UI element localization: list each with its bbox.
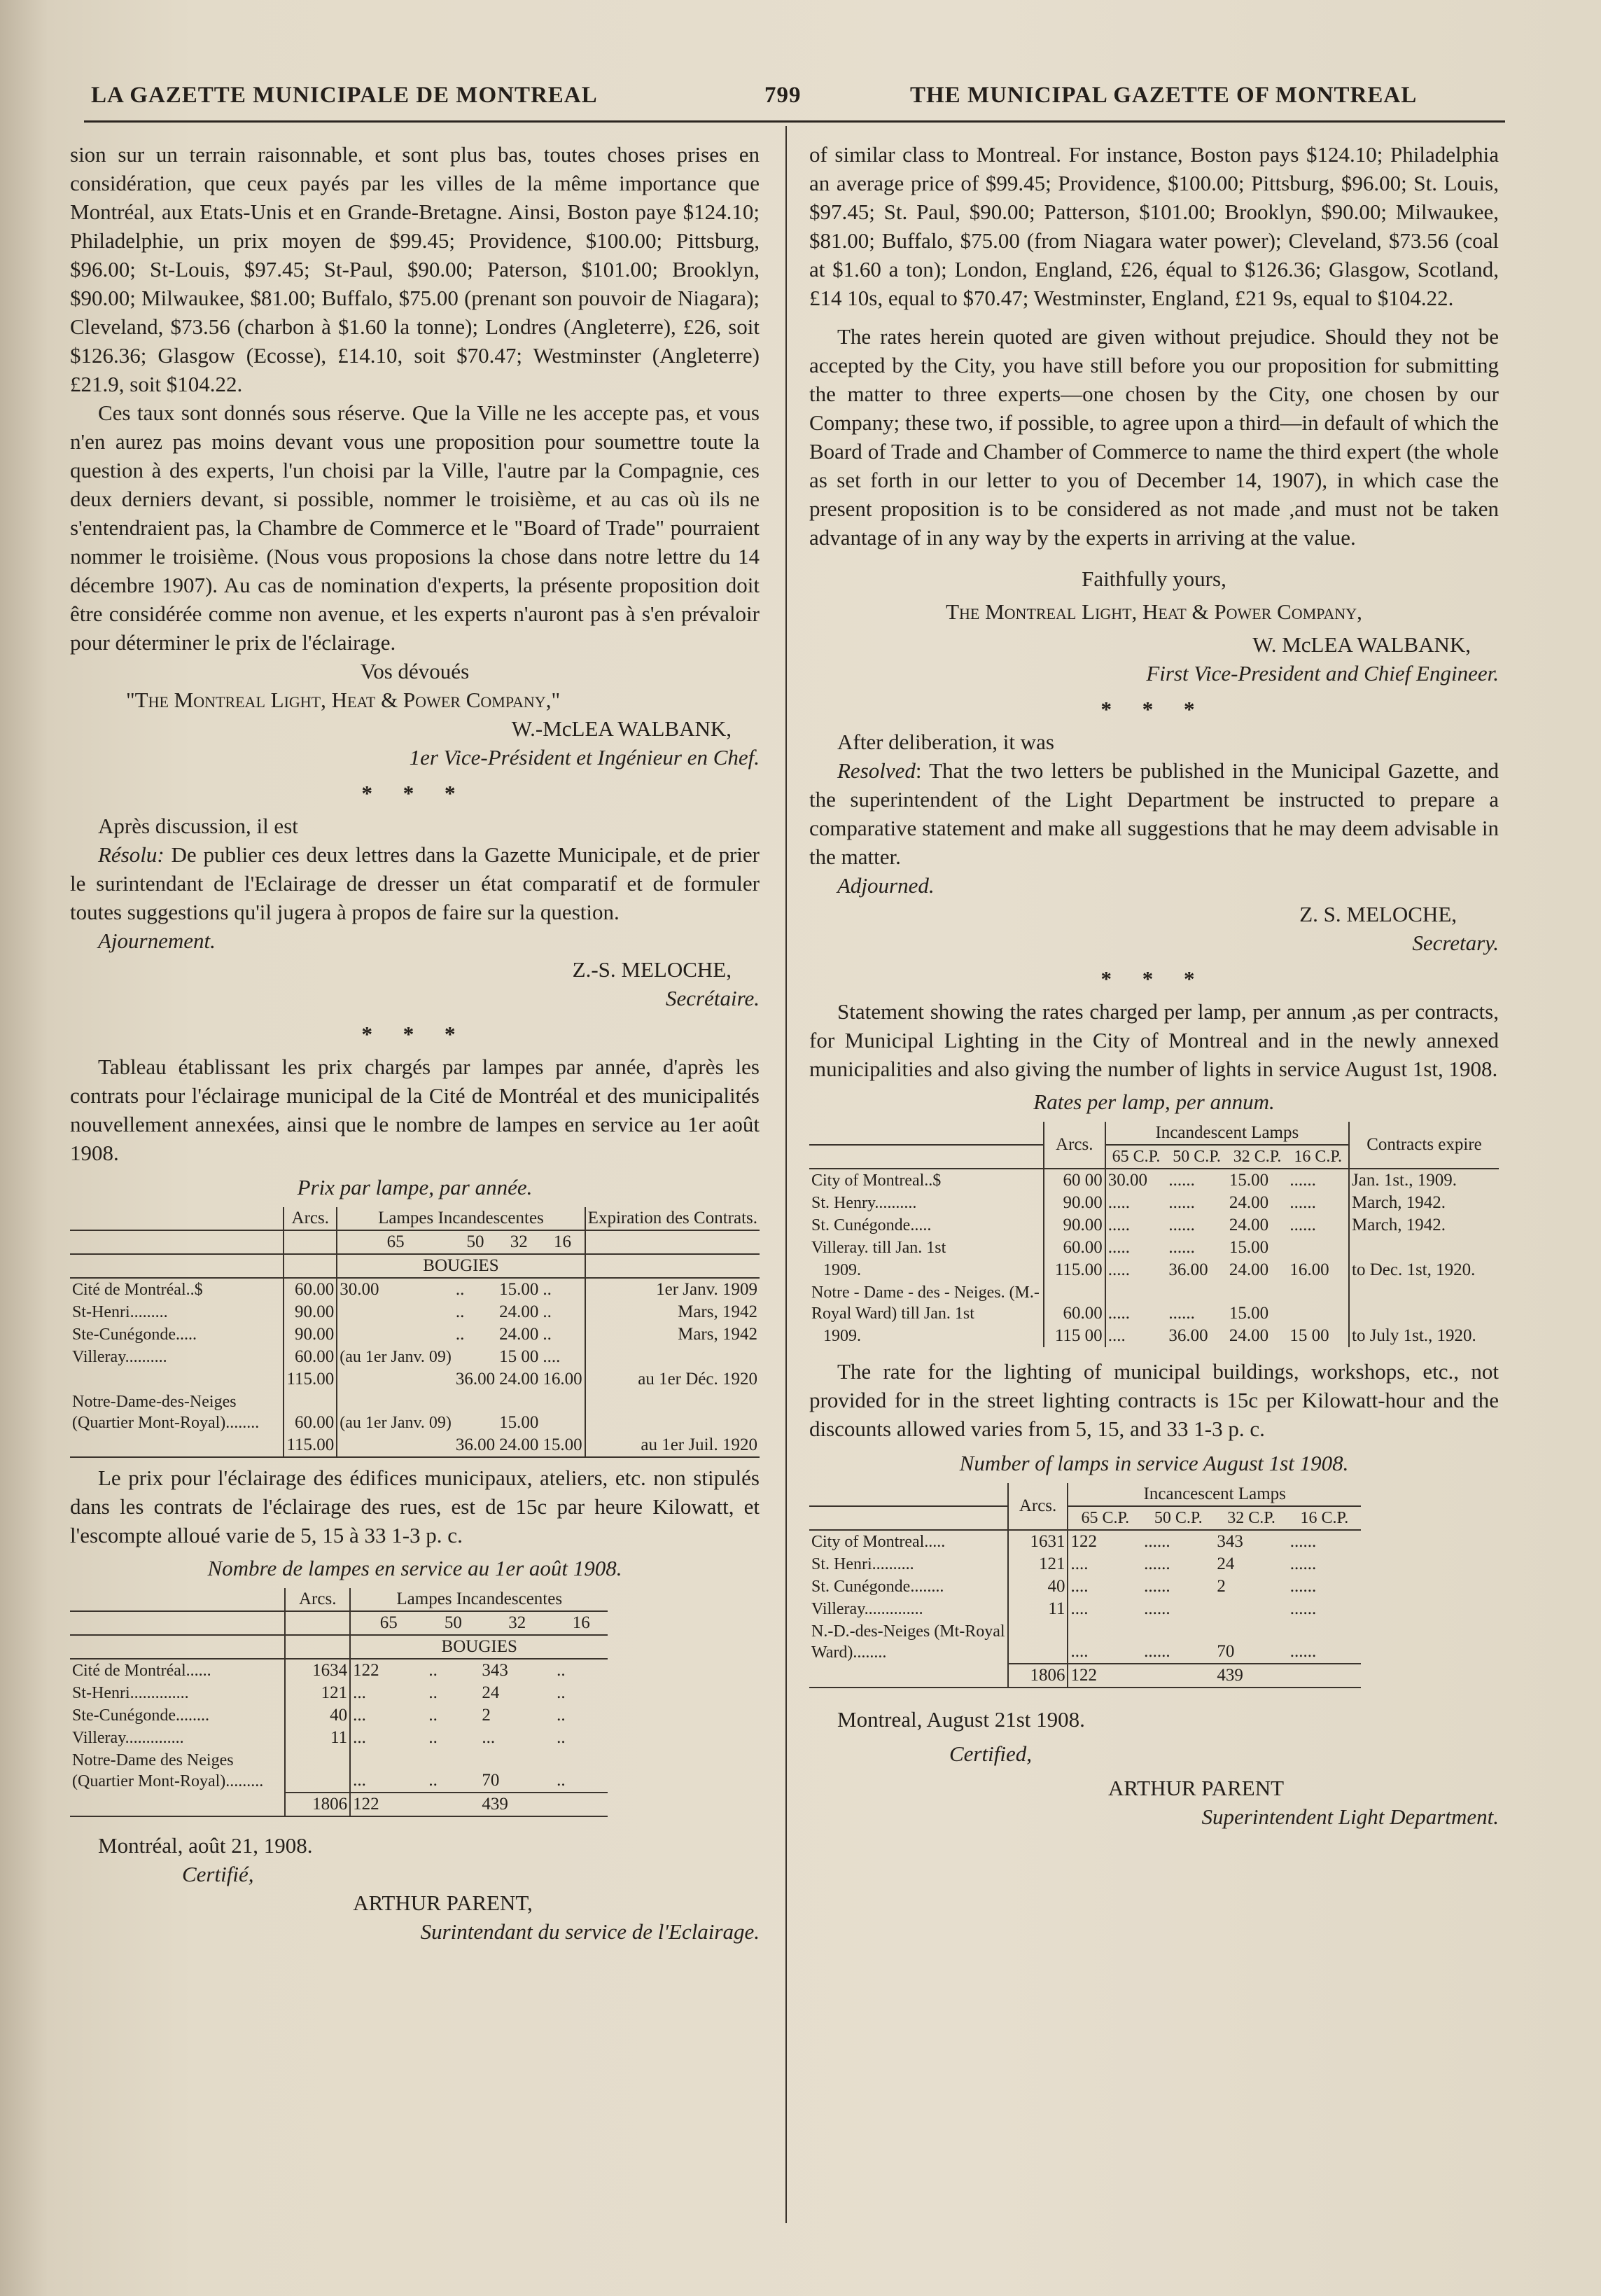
fr-secretary-title: Secrétaire. — [666, 986, 760, 1010]
fr-t1-head-arcs: Arcs. — [284, 1207, 337, 1230]
fr-t2-head-bougies: BOUGIES — [350, 1635, 608, 1659]
en-separator-stars: * * * — [1100, 697, 1208, 721]
fr-resolved-text: De publier ces deux lettres dans la Gazette Municipale, et de prier le surintendant de l'Eclairage de dresser un état comparatif et de formuler toutes suggestions qu'il jugera à propos de faire sur la question. — [70, 842, 760, 924]
en-resolution — [809, 756, 1499, 871]
table-row: Ste-Cunégonde..... 90.00 .. 24.00 .. Mars, 1942 — [70, 1323, 760, 1346]
fr-date: Montréal, août 21, 1908. — [98, 1833, 313, 1858]
fr-table1-caption: Prix par lampe, par année. — [297, 1175, 533, 1199]
french-column — [70, 140, 760, 1946]
table-row: St. Henry.......... 90.00 ..... ...... 24.00 ...... March, 1942. — [809, 1192, 1499, 1214]
en-closing: Faithfully yours, — [1082, 566, 1226, 591]
en-date: Montreal, August 21st 1908. — [837, 1707, 1085, 1732]
fr-t1-head-bougies: BOUGIES — [337, 1254, 585, 1278]
en-paragraph-rate: The rate for the lighting of municipal buildings, workshops, etc., not provided for in the street lighting contracts is 15c per Kilowatt-hour and the discounts allowed varies from 5, 15, and 33 1-3 p. c. — [809, 1359, 1499, 1441]
table-total-row: 1806 122 439 — [809, 1664, 1361, 1688]
en-paragraph-prejudice: The rates herein quoted are given without prejudice. Should they not be accepted by the City, you have still before you our proposition for submitting the matter to three experts—one chosen by the City, one chosen by our Company; these two, if possible, to agree upon a third—in default of which the Board of Trade and Chamber of Commerce to name the third expert (the whole as set forth in our letter to you of December 14, 1907), in which case the present proposition is to be considered as not made ,and must not be taken advantage of in any way by the experts in arriving at the value. — [809, 324, 1499, 550]
en-t1-head-expire: Contracts expire — [1349, 1122, 1499, 1169]
fr-resolved-label: Résolu: — [98, 842, 165, 867]
en-resolved-text: : That the two letters be published in the Municipal Gazette, and the superintendent of the Light Department be instructed to prepare a comparative statement and make all suggestions that he may deem advisable in the matter. — [809, 758, 1499, 869]
fr-paragraph-prix: Le prix pour l'éclairage des édifices municipaux, ateliers, etc. non stipulés dans les contrats de l'éclairage des rues, est de 15c par heure Kilowatt, et l'escompte alloué varie de 5, 15 à 33 1-3 p. c. — [70, 1466, 760, 1547]
header-english-title: THE MUNICIPAL GAZETTE OF MONTREAL — [910, 83, 1418, 108]
fr-t1-head-32: 32 — [497, 1230, 540, 1254]
en-secretary-title: Secretary. — [1412, 931, 1499, 955]
en-separator-stars-2: * * * — [1100, 966, 1208, 991]
table-row: 115.00 36.00 24.00 16.00 au 1er Déc. 1920 — [70, 1368, 760, 1391]
table-row: 1909. 115 00 .... 36.00 24.00 15 00 to July 1st., 1920. — [809, 1325, 1499, 1347]
en-after-deliberation: After deliberation, it was — [837, 730, 1054, 754]
fr-t1-blank-head — [70, 1207, 284, 1230]
en-t2-head-lamps: Incancescent Lamps — [1068, 1483, 1361, 1506]
table-row: Ste-Cunégonde........ 40 ... .. 2 .. — [70, 1704, 608, 1727]
en-superintendent-title: Superintendent Light Department. — [1201, 1804, 1499, 1829]
fr-t1-head-50: 50 — [454, 1230, 497, 1254]
table-row: Villeray.............. 11 .... ...... ...... — [809, 1598, 1361, 1620]
fr-after-discussion: Après discussion, il est — [98, 814, 298, 838]
en-t1-head-arcs: Arcs. — [1044, 1122, 1105, 1169]
fr-certified: Certifié, — [182, 1862, 254, 1886]
header-french-title: LA GAZETTE MUNICIPALE DE MONTREAL — [91, 83, 598, 108]
fr-company: "The Montreal Light, Heat & Power Company," — [126, 688, 561, 712]
fr-paragraph-rates: sion sur un terrain raisonnable, et sont plus bas, toutes choses prises en considération, que ceux payés par les villes de la même importance que Montréal, aux Etats-Unis et en Grande-Bretagne. Ainsi, Boston paye $124.10; Philadelphie, un prix moyen de $99.45; Providence, $100.00; Pittsburg, $96.00; St-Louis, $97.45; St-Paul, $90.00; Paterson, $101.00; Brooklyn, $90.00; Milwaukee, $81.00; Buffalo, $75.00 (prenant son pouvoir de Niagara); Cleveland, $73.56 (charbon à $1.60 la tonne); Londres (Angleterre), £26, soit $126.36; Glasgow (Ecosse), £14.10, soit $70.47; Westminster (Angleterre) £21.9, soit $104.22. — [70, 142, 760, 396]
en-resolved-label: Resolved — [837, 758, 916, 783]
en-t2-head-arcs: Arcs. — [1008, 1483, 1068, 1530]
table-row: St. Cunégonde..... 90.00 ..... ...... 24.00 ...... March, 1942. — [809, 1214, 1499, 1237]
page-number: 799 — [764, 83, 802, 108]
fr-signer: W.-McLEA WALBANK, — [511, 716, 732, 741]
fr-rates-table — [70, 1207, 760, 1458]
en-signer: W. McLEA WALBANK, — [1252, 632, 1471, 657]
fr-t1-head-lamps: Lampes Incandescentes — [337, 1207, 585, 1230]
table-row: Notre - Dame - des - Neiges. (M.-Royal Ward) till Jan. 1st 60.00 ..... ...... 15.00 — [809, 1281, 1499, 1325]
en-lamps-count-table: Arcs. Incancescent Lamps 65 C.P. 50 C.P. 32 C.P. 16 C.P. City of Montreal..... 1631 122 ...... 343 ...... St. Henri.......... 121 .... ...... 24 ...... St. Cunégonde........ 40 .... ...... 2 ...... Villeray.............. 11 .... ...... ...... N.-D.-des-Neiges (Mt-Royal Ward)........ .... ...... 70 ...... 1806 122 439 — [809, 1483, 1361, 1688]
fr-t1-head-expiration: Expiration des Contrats. — [585, 1207, 760, 1230]
table-row: St. Cunégonde........ 40 .... ...... 2 ...... — [809, 1575, 1361, 1598]
table-row: Notre-Dame des Neiges (Quartier Mont-Royal)......... ... .. 70 .. — [70, 1749, 608, 1793]
en-paragraph-rates: of similar class to Montreal. For instance, Boston pays $124.10; Philadelphia an average price of $99.45; Providence, $100.00; Pittsburg, $96.00; St. Louis, $97.45; St. Paul, $90.00; Patterson, $101.00; Brooklyn, $90.00; Milwaukee, $81.00; Buffalo, $75.00 (from Niagara water power); Cleveland, $73.56 (coal at $1.60 a ton); London, England, £26, équal to $126.36; Glasgow, Scotland, £14 10s, equal to $70.47; Westminster, England, £21 9s, equal to $104.22. — [809, 142, 1499, 310]
fr-t2-head-lamps: Lampes Incandescentes — [350, 1588, 608, 1611]
fr-table2-caption: Nombre de lampes en service au 1er août 1908. — [207, 1556, 622, 1580]
table-row: Cité de Montréal..$ 60.00 30.00 .. 15.00 .. 1er Janv. 1909 — [70, 1278, 760, 1301]
fr-lamps-count-table: Arcs. Lampes Incandescentes 65 50 32 16 BOUGIES Cité de Montréal...... 1634 122 .. 343 .. St-Henri.............. 121 ... .. 24 .. Ste-Cunégonde........ 40 ... .. 2 .. Villeray.............. 11 ... .. ... .. Notre-Dame des Neiges (Quartier Mont-Royal)......... ... .. 70 .. 1806 122 439 — [70, 1588, 608, 1817]
fr-tableau-intro: Tableau établissant les prix chargés par lampes par année, d'après les contrats pour l'éclairage municipal de la Cité de Montréal et des municipalités nouvellement annexées, ainsi que le nombre de lampes en service au 1er août 1908. — [70, 1055, 760, 1165]
fr-t1-head-16: 16 — [540, 1230, 585, 1254]
fr-adjourned: Ajournement. — [98, 928, 216, 953]
en-t1-head-lamps: Incandescent Lamps — [1105, 1122, 1349, 1145]
fr-separator-stars: * * * — [361, 781, 468, 805]
en-certified: Certified, — [949, 1741, 1032, 1766]
table-row: N.-D.-des-Neiges (Mt-Royal Ward)........ .... ...... 70 ...... — [809, 1620, 1361, 1664]
en-company: The Montreal Light, Heat & Power Company, — [946, 599, 1362, 624]
fr-paragraph-reserve: Ces taux sont donnés sous réserve. Que la Ville ne les accepte pas, et vous n'en aurez pas moins devant vous une proposition pour soumettre toute la question à des experts, l'un choisi par la Ville, l'autre par la Compagnie, ces deux derniers devant, si possible, nommer le troisième, et au cas où ils ne s'entendraient pas, la Chambre de Commerce et le "Board of Trade" pourraient nommer le troisième. (Nous vous proposions la chose dans notre lettre du 14 décembre 1907). Au cas de nomination d'experts, la présente proposition doit être considérée comme non avenue, et les experts n'auront pas à s'en prévaloir pour déterminer le prix de l'éclairage. — [70, 401, 760, 655]
table-row: 1909. 115.00 ..... 36.00 24.00 16.00 to Dec. 1st, 1920. — [809, 1259, 1499, 1281]
table-row: City of Montreal..$ 60 00 30.00 ...... 15.00 ...... Jan. 1st., 1909. — [809, 1169, 1499, 1192]
fr-superintendent-title: Surintendant du service de l'Eclairage. — [420, 1919, 760, 1944]
en-statement-intro: Statement showing the rates charged per lamp, per annum ,as per contracts, for Municipal Lighting in the City of Montreal and in the newly annexed municipalities and also giving the number of lights in service August 1st, 1908. — [809, 999, 1499, 1081]
fr-secretary-name: Z.-S. MELOCHE, — [572, 957, 732, 982]
table-row: Villeray.......... 60.00 (au 1er Janv. 09) 15 00 .... — [70, 1346, 760, 1368]
table-row: City of Montreal..... 1631 122 ...... 343 ...... — [809, 1530, 1361, 1553]
table-row: St-Henri......... 90.00 .. 24.00 .. Mars, 1942 — [70, 1301, 760, 1323]
fr-superintendent-name: ARTHUR PARENT, — [353, 1891, 533, 1915]
en-adjourned: Adjourned. — [837, 873, 935, 898]
table-row: Villeray. till Jan. 1st 60.00 ..... ...... 15.00 — [809, 1237, 1499, 1259]
en-table2-caption: Number of lamps in service August 1st 1908. — [959, 1451, 1349, 1475]
table-row: Villeray.............. 11 ... .. ... .. — [70, 1727, 608, 1749]
fr-t2-head-arcs: Arcs. — [285, 1588, 350, 1611]
table-row: Cité de Montréal...... 1634 122 .. 343 .. — [70, 1659, 608, 1682]
fr-separator-stars-2: * * * — [361, 1022, 468, 1046]
table-row: St. Henri.......... 121 .... ...... 24 ...... — [809, 1553, 1361, 1575]
en-secretary-name: Z. S. MELOCHE, — [1299, 902, 1457, 926]
table-total-row: 1806 122 439 — [70, 1793, 608, 1816]
en-signer-title: First Vice-President and Chief Engineer. — [1146, 661, 1499, 686]
header-rule — [84, 120, 1505, 123]
english-column — [809, 140, 1499, 1831]
fr-t1-head-65: 65 — [337, 1230, 454, 1254]
table-row: 115.00 36.00 24.00 15.00 au 1er Juil. 1920 — [70, 1434, 760, 1457]
fr-signer-title: 1er Vice-Président et Ingénieur en Chef. — [409, 745, 760, 770]
table-row: St-Henri.............. 121 ... .. 24 .. — [70, 1682, 608, 1704]
en-table1-caption: Rates per lamp, per annum. — [1033, 1090, 1275, 1114]
en-rates-table: Arcs. Incandescent Lamps Contracts expire 65 C.P. 50 C.P. 32 C.P. 16 C.P. City of Montreal..$ 60 00 30.00 ...... 15.00 ...... Jan. 1st., 1909. St. Henry.......... 90.00 ..... ...... 24.00 ...... March, 1942. St. Cunégonde..... 90.00 ..... ...... 24.00 ...... March, 1942. Villeray. till Jan. 1st 60.00 ..... ...... 15.00 1909. 115.00 ..... 36.00 24.00 16.00 to Dec. 1st, 1920. Notre - Dame - des - Neiges. (M.-Royal Ward) till Jan. 1st 60.00 ..... ...... 15.00 1909. 115 00 .... 36.00 24.00 15 00 to July 1st., 1920. — [809, 1122, 1499, 1347]
fr-closing: Vos dévoués — [360, 659, 470, 683]
fr-resolution — [70, 840, 760, 926]
table-row: Notre-Dame-des-Neiges (Quartier Mont-Royal)........ 60.00 (au 1er Janv. 09) 15.00 — [70, 1391, 760, 1434]
en-superintendent-name: ARTHUR PARENT — [1107, 1776, 1285, 1800]
column-divider — [785, 126, 787, 2223]
